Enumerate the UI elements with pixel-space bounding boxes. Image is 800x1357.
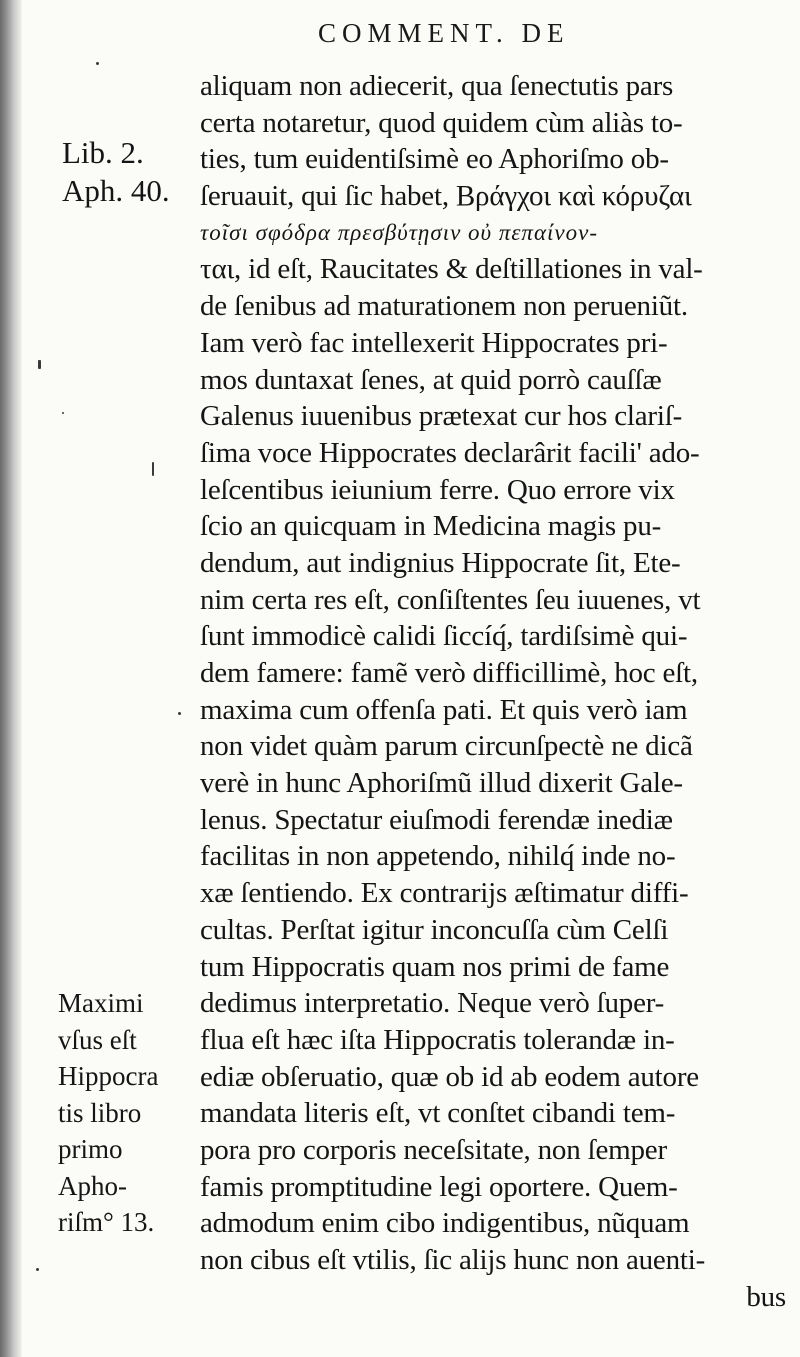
text-line: ties, tum euidentiſsimè eo Aphoriſmo ob- (200, 143, 669, 176)
scan-speck (62, 412, 64, 414)
text-line: mandata literis eſt, vt conſtet cibandi tem- (200, 1097, 676, 1130)
margin-note-line: vſus eſt (58, 1024, 137, 1055)
text-line: lenus. Spectatur eiuſmodi ferendæ inediæ (200, 803, 673, 836)
text-line: tum Hippocratis quam nos primi de fame (200, 950, 670, 983)
text-line: aliquam non adiecerit, qua ſenectutis pars (200, 70, 674, 102)
text-line: mos duntaxat ſenes, at quid porrò cauſſæ (200, 363, 662, 396)
text-line: ediæ obſeruatio, quæ ob id ab eodem autore (200, 1060, 699, 1093)
text-line: non cibus eſt vtilis, ſic alijs hunc non auenti- (200, 1244, 706, 1276)
text-line: cultas. Perſtat igitur inconcuſſa cùm Celſi (200, 913, 669, 946)
text-line: non videt quàm parum circunſpectè ne dicã (200, 730, 693, 763)
text-line: maxima cum offenſa pati. Et quis verò iam (200, 693, 688, 726)
greek-text-line: τοῖσι σφόδρα πρεσβύτῃσιν οὐ πεπαίνον- (200, 219, 598, 245)
text-line: ſunt immodicè calidi ſiccíq́, tardiſsimè qui- (200, 620, 688, 653)
scan-speck (178, 712, 181, 715)
body-text-column (200, 68, 800, 1315)
text-line: ſcio an quicquam in Medicina magis pu- (200, 510, 662, 543)
margin-note-line: Maximi (58, 988, 144, 1018)
margin-note-line: primo (58, 1134, 123, 1164)
text-line: ſeruauit, qui ſic habet, Βράγχοι καὶ κόρυζαι (200, 180, 692, 213)
text-line: pora pro corporis neceſsitate, non ſemper (200, 1133, 667, 1166)
scan-speck (36, 1268, 39, 1271)
running-head: COMMENT. DE (318, 18, 570, 48)
scan-speck (38, 360, 41, 369)
margin-note-line: Apho- (58, 1170, 127, 1201)
margin-note-line: tis libro (58, 1097, 142, 1128)
text-line: verè in hunc Aphoriſmũ illud dixerit Gale- (200, 767, 683, 800)
margin-note-line: Lib. 2. (62, 135, 144, 170)
margin-note-line: Aph. 40. (62, 173, 170, 208)
text-line: dem famere: famẽ verò difficillimè, hoc eſt, (200, 657, 698, 689)
scan-speck (152, 462, 154, 476)
text-line: facilitas in non appetendo, nihilq́ inde no- (200, 840, 676, 873)
text-line: Iam verò fac intellexerit Hippocrates pri- (200, 326, 668, 359)
text-line: Galenus iuuenibus prætexat cur hos clariſ- (200, 400, 683, 433)
text-line: admodum enim cibo indigentibus, nũquam (200, 1207, 690, 1240)
text-line: certa notaretur, quod quidem cùm aliàs to- (200, 106, 683, 139)
text-line: de ſenibus ad maturationem non perueniũt. (200, 290, 688, 323)
text-line: ſima voce Hippocrates declarârit facili' ado- (200, 436, 700, 469)
margin-note-line: Hippocra (58, 1061, 159, 1091)
scan-speck (96, 62, 99, 65)
margin-note-line: riſm° 13. (58, 1207, 155, 1237)
text-line: flua eſt hæc iſta Hippocratis tolerandæ in- (200, 1023, 675, 1056)
text-line: leſcentibus ieiunium ferre. Quo errore vix (200, 473, 675, 506)
text-line: bus (746, 1280, 786, 1313)
text-line: dedimus interpretatio. Neque verò ſuper- (200, 987, 665, 1020)
text-line: nim certa res eſt, conſiſtentes ſeu iuuenes, vt (200, 583, 701, 616)
text-line: dendum, aut indignius Hippocrate ſit, Ete- (200, 546, 681, 579)
margin-note-bottom (58, 985, 158, 1241)
text-line: famis promptitudine legi oportere. Quem- (200, 1170, 678, 1203)
margin-note-top (62, 134, 170, 210)
page-binding-shadow (0, 0, 22, 1357)
text-line: ται, id eſt, Raucitates & deſtillationes in val- (200, 253, 703, 286)
text-line: xæ ſentiendo. Ex contrarijs æſtimatur diffi- (200, 877, 689, 910)
